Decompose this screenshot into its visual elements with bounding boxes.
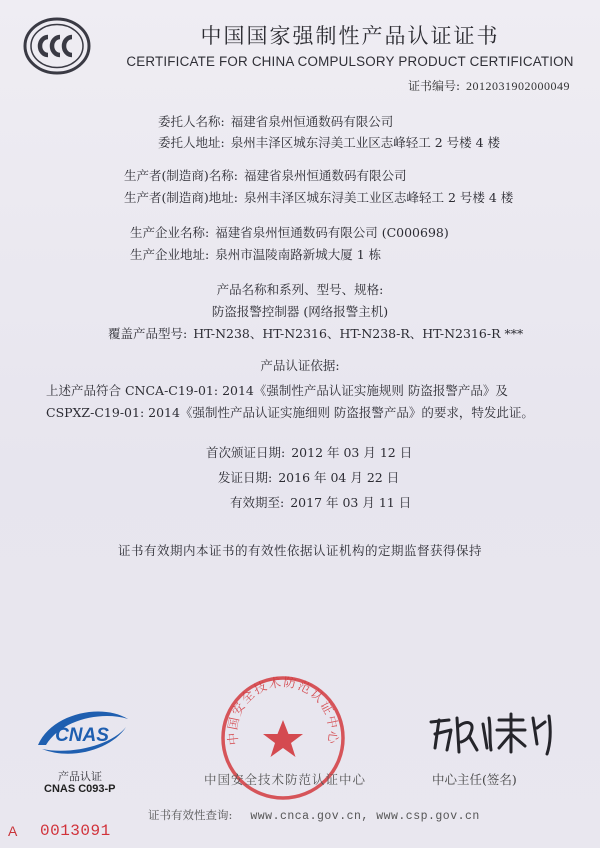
first-issue-date: 2012 年 03 月 12 日	[291, 445, 413, 460]
serial-number: 0013091	[40, 822, 111, 840]
issue-label: 发证日期:	[218, 470, 273, 485]
manufacturer-address-row	[124, 188, 513, 206]
client-address: 泉州丰泽区城东浔美工业区志峰轻工 2 号楼 4 楼	[230, 135, 501, 150]
product-models: HT-N238、HT-N2316、HT-N238-R、HT-N2316-R ***	[193, 326, 524, 341]
expiry-label: 有效期至:	[230, 495, 285, 510]
manufacturer-address: 泉州丰泽区城东浔美工业区志峰轻工 2 号楼 4 楼	[243, 190, 514, 205]
director-signature	[425, 708, 560, 758]
product-models-label: 覆盖产品型号:	[108, 326, 188, 341]
certificate-title-cn: 中国国家强制性产品认证证书	[200, 24, 500, 48]
first-issue-label: 首次颁证日期:	[206, 445, 286, 460]
factory-address-label: 生产企业地址:	[130, 247, 210, 262]
expiry-row	[230, 493, 411, 511]
validity-query-urls: www.cnca.gov.cn, www.csp.gov.cn	[250, 810, 480, 823]
client-name-label: 委托人名称:	[158, 114, 225, 129]
factory-name-row	[130, 223, 449, 241]
factory-name-label: 生产企业名称:	[130, 225, 210, 240]
manufacturer-name-row	[124, 166, 406, 184]
client-name: 福建省泉州恒通数码有限公司	[230, 114, 394, 129]
factory-address: 泉州市温陵南路新城大厦 1 栋	[215, 247, 382, 262]
cnas-label: 产品认证	[58, 770, 102, 783]
issuing-organization: 中国安全技术防范认证中心	[203, 772, 366, 787]
client-address-row	[158, 133, 500, 151]
manufacturer-name: 福建省泉州恒通数码有限公司	[243, 168, 407, 183]
first-issue-row	[206, 443, 412, 461]
factory-name: 福建省泉州恒通数码有限公司 (C000698)	[215, 225, 449, 240]
client-name-row	[158, 112, 393, 130]
certificate-title-en: CERTIFICATE FOR CHINA COMPULSORY PRODUCT CERTIFICATION	[126, 54, 574, 69]
product-models-row	[108, 324, 523, 342]
manufacturer-name-label: 生产者(制造商)名称:	[124, 168, 238, 183]
ccc-logo	[22, 16, 92, 76]
factory-address-row	[130, 245, 381, 263]
basis-line-2: CSPXZ-C19-01: 2014《强制性产品认证实施细则 防盗报警产品》的要求，特发此证。	[46, 405, 534, 420]
product-heading: 产品名称和系列、型号、规格:	[216, 282, 384, 297]
expiry-date: 2017 年 03 月 11 日	[290, 495, 412, 510]
issue-row	[218, 468, 399, 486]
cnas-code: CNAS C093-P	[44, 783, 116, 795]
product-name: 防盗报警控制器 (网络报警主机)	[211, 304, 389, 319]
manufacturer-address-label: 生产者(制造商)地址:	[124, 190, 238, 205]
certificate-number	[408, 77, 570, 94]
certificate-number-value: 2012031902000049	[466, 79, 570, 93]
issue-date: 2016 年 04 月 22 日	[278, 470, 400, 485]
cnas-logo-text: CNAS	[55, 725, 109, 746]
cnas-logo	[32, 705, 132, 757]
basis-line-1: 上述产品符合 CNCA-C19-01: 2014《强制性产品认证实施规则 防盗报警产品》及	[46, 383, 508, 398]
seal-text: 中国安全技术防范认证中心	[224, 674, 342, 746]
validity-query	[148, 807, 480, 823]
certificate-number-label: 证书编号:	[407, 79, 460, 93]
serial-prefix: A	[8, 823, 18, 839]
director-signature-label: 中心主任(签名)	[432, 772, 517, 787]
basis-heading: 产品认证依据:	[260, 358, 340, 373]
validity-query-label: 证书有效性查询:	[148, 808, 233, 822]
validity-note: 证书有效期内本证书的有效性依据认证机构的定期监督获得保持	[117, 543, 482, 558]
client-address-label: 委托人地址:	[158, 135, 225, 150]
